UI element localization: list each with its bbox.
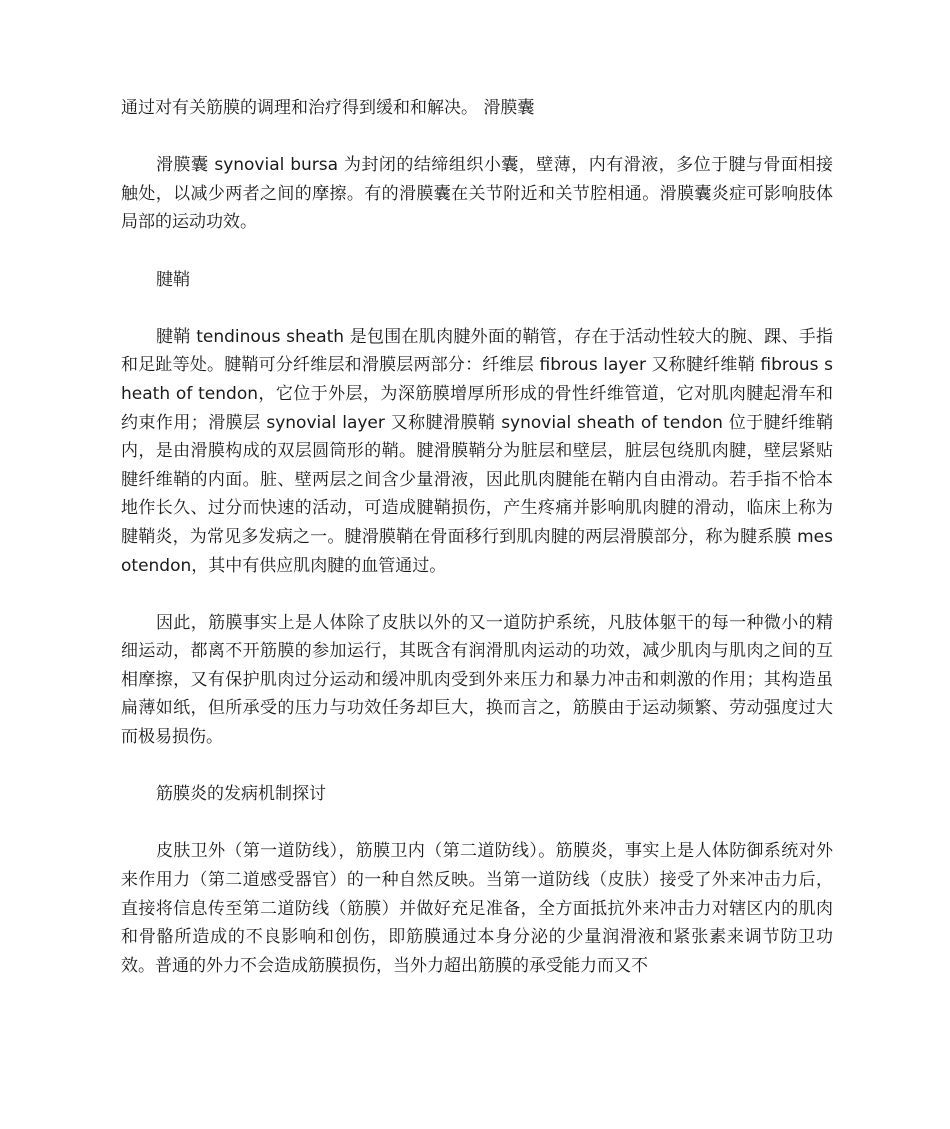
paragraph-defense-lines: 皮肤卫外（第一道防线），筋膜卫内（第二道防线）。筋膜炎，事实上是人体防御系统对外来作用力（第二道感受器官）的一种自然反映。当第一道防线（皮肤）接受了外来冲击力后，直接将信息传至第二道防线（筋膜）并做好充足准备，全方面抵抗外来冲击力对辖区内的肌肉和骨骼所造成的不良影响和创伤，即筋膜通过本身分泌的少量润滑液和紧张素来调节防卫功效。普通的外力不会造成筋膜损伤，当外力超出筋膜的承受能力而又不 [121,841,833,976]
heading-pathogenesis: 筋膜炎的发病机制探讨 [156,784,326,805]
paragraph-gap [121,237,833,266]
paragraph-gap [121,123,833,152]
paragraph-intro: 通过对有关筋膜的调理和治疗得到缓和和解决。 滑膜囊 [121,98,535,118]
paragraph-gap [121,752,833,781]
paragraph-gap [121,294,833,323]
paragraph-gap [121,809,833,838]
document-page [121,94,833,980]
paragraph-synovial-bursa: 滑膜囊 synovial bursa 为封闭的结缔组织小囊，壁薄，内有滑液，多位于腱与骨面相接触处，以减少两者之间的摩擦。有的滑膜囊在关节附近和关节腔相通。滑膜囊炎症可影响肢体局部的运动功效。 [121,155,833,233]
paragraph-tendon-sheath: 腱鞘 tendinous sheath 是包围在肌肉腱外面的鞘管，存在于活动性较大的腕、踝、手指和足趾等处。腱鞘可分纤维层和滑膜层两部分：纤维层 fibrous layer 又称腱纤维鞘 fibrous sheath of tendon，它位于外层，为深筋膜增厚所形成的骨性纤维管道，它对肌肉腱起滑车和约束作用；滑膜层 synovial layer 又称腱滑膜鞘 synovial sheath of tendon 位于腱纤维鞘内，是由滑膜构成的双层圆筒形的鞘。腱滑膜鞘分为脏层和壁层，脏层包绕肌肉腱，壁层紧贴腱纤维鞘的内面。脏、壁两层之间含少量滑液，因此肌肉腱能在鞘内自由滑动。若手指不恰本地作长久、过分而快速的活动，可造成腱鞘损伤，产生疼痛并影响肌肉腱的滑动，临床上称为腱鞘炎，为常见多发病之一。腱滑膜鞘在骨面移行到肌肉腱的两层滑膜部分，称为腱系膜 mesotendon，其中有供应肌肉腱的血管通过。 [121,326,833,576]
paragraph-gap [121,580,833,609]
paragraph-fascia-protection: 因此，筋膜事实上是人体除了皮肤以外的又一道防护系统，凡肢体躯干的每一种微小的精细运动，都离不开筋膜的参加运行，其既含有润滑肌肉运动的功效，减少肌肉与肌肉之间的互相摩擦，又有保护肌肉过分运动和缓冲肌肉受到外来压力和暴力冲击和刺激的作用；其构造虽扁薄如纸，但所承受的压力与功效任务却巨大，换而言之，筋膜由于运动频繁、劳动强度过大而极易损伤。 [121,612,833,748]
heading-tendon-sheath: 腱鞘 [156,269,190,290]
